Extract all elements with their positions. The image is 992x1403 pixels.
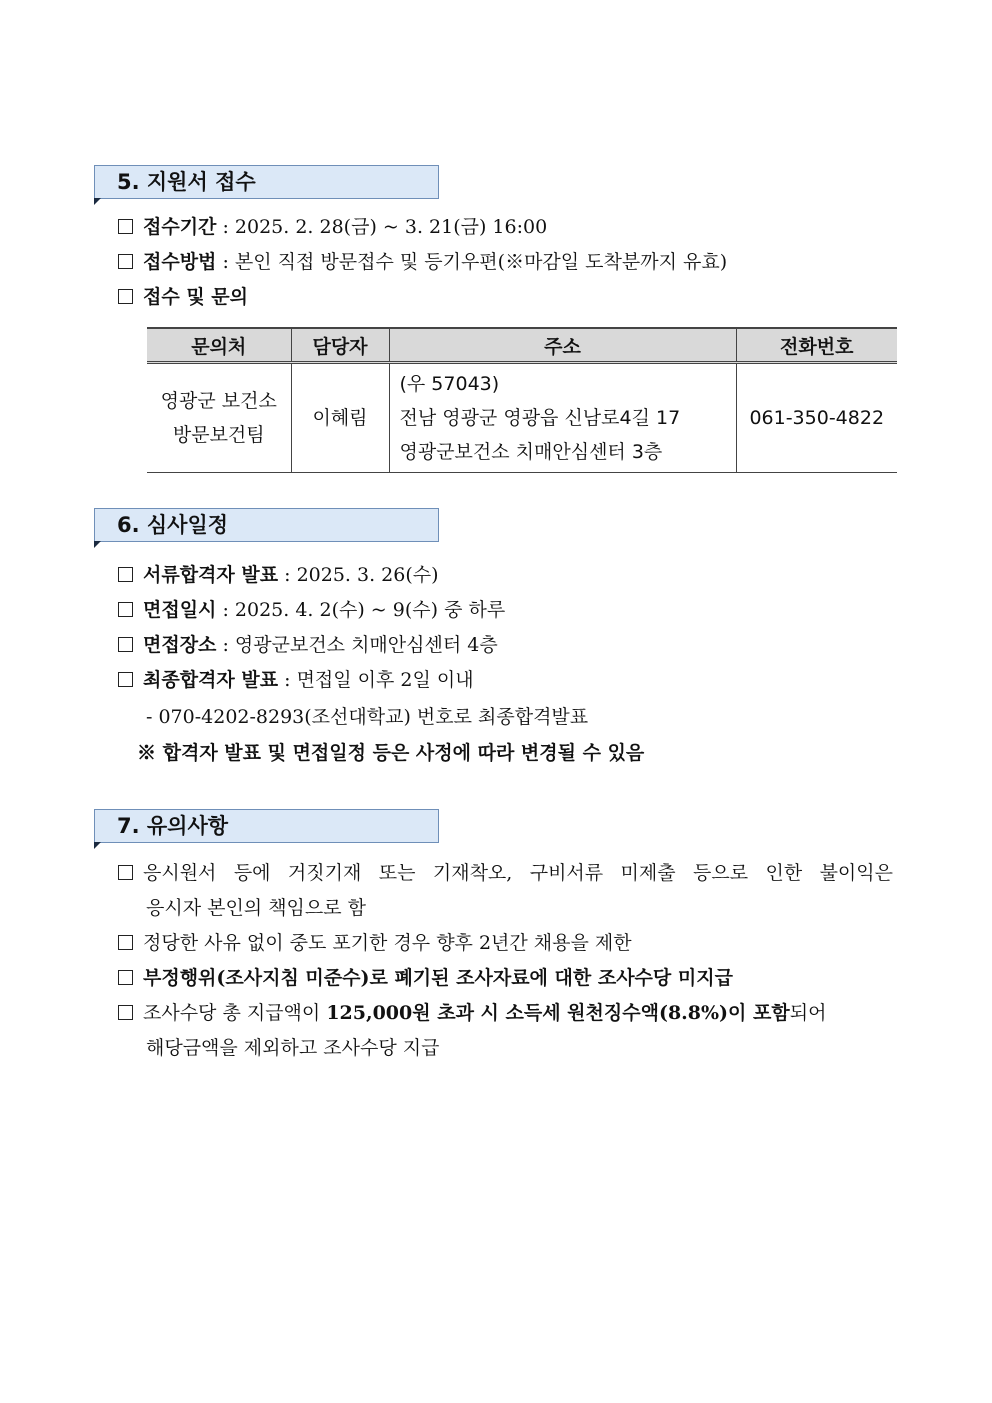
notice-item-4-post: 되어 (789, 1002, 827, 1024)
final-result-note: - 070-4202-8293(조선대학교) 번호로 최종합격발표 (146, 706, 589, 728)
item-label: 면접장소 (143, 634, 217, 656)
checkbox-square-icon (118, 637, 133, 652)
section-6-header (94, 508, 439, 542)
item-label: 접수기간 (143, 216, 217, 238)
item-text: : 본인 직접 방문접수 및 등기우편(※마감일 도착분까지 유효) (216, 251, 728, 273)
item-text: : 영광군보건소 치매안심센터 4층 (216, 634, 498, 656)
section-6-title: 6. 심사일정 (117, 513, 229, 537)
schedule-change-notice: ※ 합격자 발표 및 면접일정 등은 사정에 따라 변경될 수 있음 (137, 742, 645, 764)
cell-phone: 061-350-4822 (736, 363, 897, 473)
section-5-header (94, 165, 439, 199)
address-line-2: 전남 영광군 영광읍 신남로4길 17 (399, 407, 681, 429)
notice-item-2-text: 정당한 사유 없이 중도 포기한 경우 향후 2년간 채용을 제한 (143, 932, 632, 954)
table-header-row (147, 328, 897, 363)
item-reception-period (118, 214, 547, 240)
item-label: 서류합격자 발표 (143, 564, 279, 586)
item-interview-date (118, 597, 505, 623)
section-7-title: 7. 유의사항 (117, 814, 229, 838)
item-label: 접수 및 문의 (143, 286, 248, 308)
cell-person: 이혜림 (291, 363, 389, 473)
header-phone: 전화번호 (736, 328, 897, 363)
item-reception-method (118, 249, 727, 275)
checkbox-square-icon (118, 970, 133, 985)
item-text: : 2025. 3. 26(수) (278, 564, 439, 586)
section-5-title: 5. 지원서 접수 (117, 170, 256, 194)
notice-item-3-text: 부정행위(조사지침 미준수)로 폐기된 조사자료에 대한 조사수당 미지급 (143, 967, 733, 989)
checkbox-square-icon (118, 219, 133, 234)
notice-item-4-bold: 125,000원 초과 시 소득세 원천징수액(8.8%)이 포함 (326, 1002, 790, 1024)
item-reception-inquiry (118, 284, 248, 310)
item-label: 면접일시 (143, 599, 217, 621)
notice-item-1-continued: 응시자 본인의 책임으로 함 (146, 897, 367, 919)
checkbox-square-icon (118, 935, 133, 950)
header-corner-mark (94, 541, 101, 548)
notice-item-1-line-1: 응시원서 등에 거짓기재 또는 기재착오, 구비서류 미제출 등으로 인한 불이익은 (143, 862, 893, 884)
item-label: 접수방법 (143, 251, 217, 273)
checkbox-square-icon (118, 1005, 133, 1020)
item-document-result (118, 562, 439, 588)
notice-item-4 (118, 1000, 826, 1026)
notice-item-4-pre: 조사수당 총 지급액이 (143, 1002, 327, 1024)
item-text: : 2025. 2. 28(금) ~ 3. 21(금) 16:00 (216, 216, 548, 238)
table-row (147, 363, 897, 473)
cell-office (147, 363, 291, 473)
notice-item-3 (118, 965, 733, 991)
header-corner-mark (94, 198, 101, 205)
notice-item-4-continued: 해당금액을 제외하고 조사수당 지급 (146, 1037, 440, 1059)
address-line-1: (우 57043) (399, 373, 500, 395)
contact-table (147, 327, 897, 473)
address-line-3: 영광군보건소 치매안심센터 3층 (399, 441, 663, 463)
header-corner-mark (94, 842, 101, 849)
checkbox-square-icon (118, 865, 133, 880)
item-text: : 2025. 4. 2(수) ~ 9(수) 중 하루 (216, 599, 506, 621)
checkbox-square-icon (118, 289, 133, 304)
header-office: 문의처 (147, 328, 291, 363)
checkbox-square-icon (118, 602, 133, 617)
item-final-result (118, 667, 474, 693)
header-address: 주소 (389, 328, 736, 363)
office-line-1: 영광군 보건소 (160, 390, 277, 412)
notice-item-2 (118, 930, 632, 956)
checkbox-square-icon (118, 672, 133, 687)
section-7-header (94, 809, 439, 843)
checkbox-square-icon (118, 567, 133, 582)
header-person: 담당자 (291, 328, 389, 363)
item-interview-place (118, 632, 498, 658)
office-line-2: 방문보건팀 (172, 424, 265, 446)
item-text: : 면접일 이후 2일 이내 (278, 669, 474, 691)
notice-item-1 (118, 860, 896, 886)
checkbox-square-icon (118, 254, 133, 269)
cell-address (389, 363, 736, 473)
item-label: 최종합격자 발표 (143, 669, 279, 691)
